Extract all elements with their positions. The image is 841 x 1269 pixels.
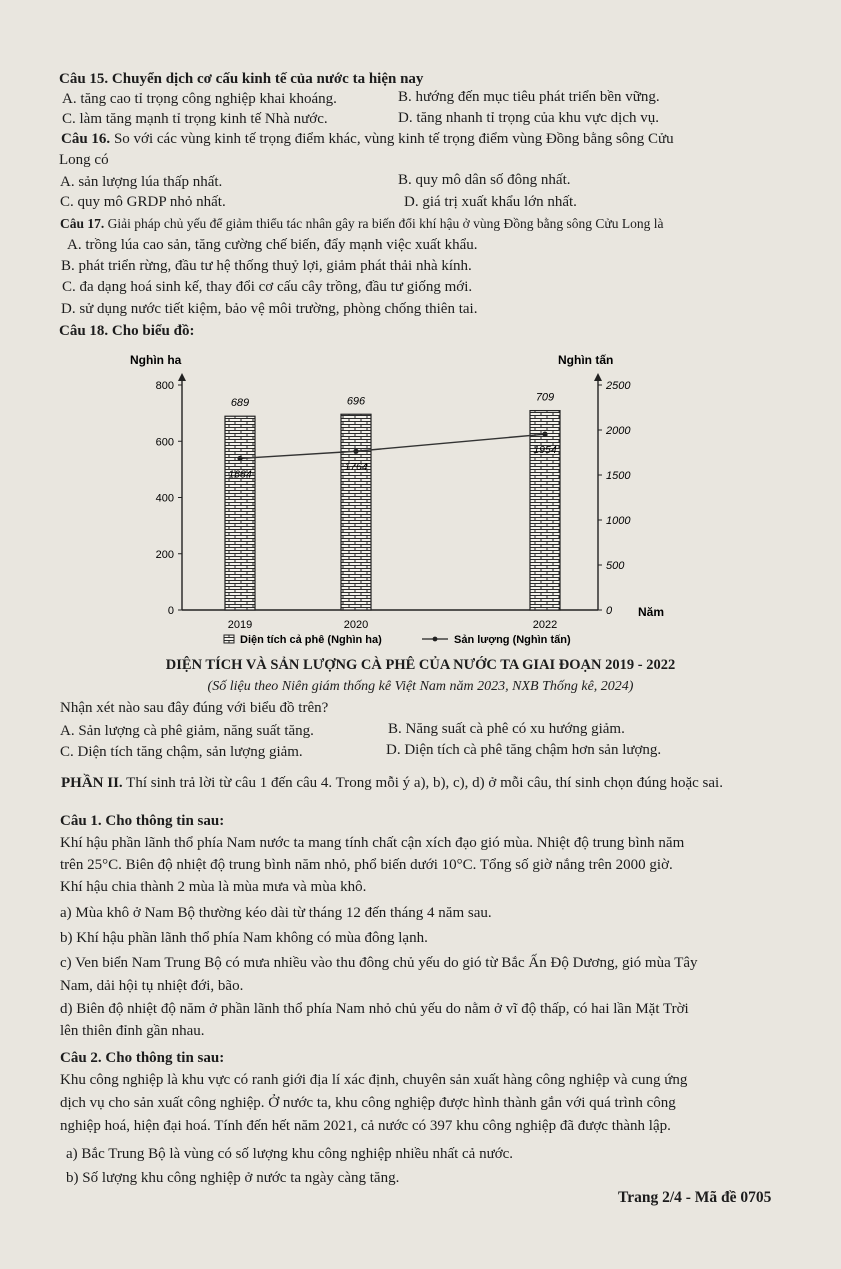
q16-option-c[interactable]: C. quy mô GRDP nhỏ nhất. — [60, 194, 226, 210]
right-tick-label: 500 — [606, 560, 625, 572]
production-point-2020 — [353, 449, 358, 454]
p2-q2-a[interactable]: a) Bắc Trung Bộ là vùng có số lượng khu công nghiệp nhiều nhất cả nước. — [66, 1146, 514, 1162]
q16-title-cont: Long có — [59, 152, 109, 168]
q18-option-c[interactable]: C. Diện tích tăng chậm, sản lượng giảm. — [60, 744, 303, 760]
area-bar-2019 — [225, 416, 255, 610]
q18-option-a[interactable]: A. Sản lượng cà phê giảm, năng suất tăng. — [60, 723, 314, 739]
q16-option-a[interactable]: A. sản lượng lúa thấp nhất. — [60, 174, 223, 190]
production-label: 1954 — [533, 444, 557, 457]
left-tick-label: 0 — [167, 605, 174, 617]
right-tick-label: 0 — [606, 605, 613, 617]
p2-q1-title: Câu 1. Cho thông tin sau: — [60, 813, 225, 829]
q15-option-d[interactable]: D. tăng nhanh tỉ trọng của khu vực dịch vụ. — [398, 110, 659, 126]
coffee-chart — [130, 340, 690, 660]
q17-option-d[interactable]: D. sử dụng nước tiết kiệm, bảo vệ môi trường, phòng chống thiên tai. — [61, 301, 478, 317]
q16-title: Câu 16. So với các vùng kinh tế trọng điểm khác, vùng kinh tế trọng điểm vùng Đồng bằng sông Cửu — [61, 131, 674, 147]
left-tick-label: 400 — [155, 492, 174, 505]
chart-title: DIỆN TÍCH VÀ SẢN LƯỢNG CÀ PHÊ CỦA NƯỚC TA GIAI ĐOẠN 2019 - 2022 — [165, 657, 676, 673]
left-axis-label: Nghìn ha — [130, 353, 182, 367]
p2-q2-title: Câu 2. Cho thông tin sau: — [60, 1050, 225, 1066]
legend-line-marker — [433, 637, 438, 642]
legend-bar-label: Diện tích cả phê (Nghìn ha) — [240, 634, 382, 646]
right-tick-label: 1500 — [606, 470, 631, 482]
production-line — [240, 434, 545, 458]
p2-q1-b[interactable]: b) Khí hậu phần lãnh thổ phía Nam không có mùa đông lạnh. — [60, 930, 428, 946]
x-tick-label: 2022 — [532, 619, 558, 631]
p2-q1-d1[interactable]: d) Biên độ nhiệt độ năm ở phần lãnh thổ phía Nam nhỏ chủ yếu do nằm ở vĩ độ thấp, có hai lần Mặt Trời — [60, 1001, 689, 1017]
p2-q1-p2: trên 25°C. Biên độ nhiệt độ trung bình năm nhỏ, phổ biến dưới 10°C. Tổng số giờ nắng trên 2000 giờ. — [60, 857, 673, 873]
q16-option-b[interactable]: B. quy mô dân số đông nhất. — [398, 172, 571, 188]
p2-q2-b[interactable]: b) Số lượng khu công nghiệp ở nước ta ngày càng tăng. — [66, 1170, 400, 1186]
q18-option-b[interactable]: B. Năng suất cà phê có xu hướng giảm. — [388, 721, 625, 737]
q15-option-a[interactable]: A. tăng cao tỉ trọng công nghiệp khai khoáng. — [62, 91, 337, 107]
production-label: 1764 — [344, 461, 368, 474]
p2-q1-p3: Khí hậu chia thành 2 mùa là mùa mưa và mùa khô. — [60, 879, 367, 895]
right-tick-label: 2500 — [606, 380, 631, 392]
left-axis-arrow — [178, 373, 186, 381]
p2-q1-a[interactable]: a) Mùa khô ở Nam Bộ thường kéo dài từ tháng 12 đến tháng 4 năm sau. — [60, 905, 492, 921]
q17-option-b[interactable]: B. phát triển rừng, đầu tư hệ thống thuỷ lợi, giảm phát thải nhà kính. — [61, 258, 472, 274]
left-tick-label: 200 — [155, 548, 174, 561]
production-label: 1684 — [228, 468, 252, 481]
q18-question: Nhận xét nào sau đây đúng với biểu đồ trên? — [60, 700, 329, 716]
p2-q1-p1: Khí hậu phần lãnh thổ phía Nam nước ta mang tính chất cận xích đạo gió mùa. Nhiệt độ trung bình năm — [60, 835, 685, 851]
area-bar-label: 709 — [535, 391, 555, 404]
q15-option-c[interactable]: C. làm tăng mạnh tỉ trọng kinh tế Nhà nước. — [62, 111, 328, 127]
p2-q1-c1[interactable]: c) Ven biển Nam Trung Bộ có mưa nhiều vào thu đông chủ yếu do gió từ Bắc Ấn Độ Dương, gió mùa Tây — [60, 955, 698, 971]
left-tick-label: 600 — [155, 436, 174, 449]
right-tick-label: 2000 — [606, 425, 631, 437]
part2-heading: PHẦN II. Thí sinh trả lời từ câu 1 đến câu 4. Trong mỗi ý a), b), c), d) ở mỗi câu, thí sinh chọn đúng hoặc sai. — [61, 775, 723, 791]
q18-option-d[interactable]: D. Diện tích cà phê tăng chậm hơn sản lượng. — [386, 742, 662, 758]
p2-q1-c2: Nam, dải hội tụ nhiệt đới, bão. — [60, 978, 244, 994]
x-tick-label: 2019 — [227, 619, 253, 631]
q16-option-d[interactable]: D. giá trị xuất khẩu lớn nhất. — [404, 194, 577, 210]
legend-bar-swatch — [224, 635, 234, 643]
right-axis-arrow — [594, 373, 602, 381]
production-point-2022 — [542, 432, 547, 437]
p2-q1-d2: lên thiên đỉnh gần nhau. — [60, 1023, 205, 1039]
q18-title: Câu 18. Cho biểu đồ: — [59, 323, 195, 339]
page-footer: Trang 2/4 - Mã đề 0705 — [618, 1189, 772, 1206]
q17-title: Câu 17. Giải pháp chủ yếu để giảm thiểu tác nhân gây ra biến đổi khí hậu ở vùng Đồng bằng sông Cửu Long là — [60, 216, 664, 231]
legend-line-label: Sản lượng (Nghìn tấn) — [454, 634, 571, 646]
q15-option-b[interactable]: B. hướng đến mục tiêu phát triển bền vững. — [398, 89, 660, 105]
right-axis-label: Nghìn tấn — [558, 353, 614, 367]
left-tick-label: 800 — [155, 380, 174, 392]
area-bar-2020 — [341, 414, 371, 610]
q15-title: Câu 15. Chuyển dịch cơ cấu kinh tế của nước ta hiện nay — [59, 71, 424, 87]
area-bar-2022 — [530, 411, 560, 610]
production-point-2019 — [237, 456, 242, 461]
q17-option-a[interactable]: A. trồng lúa cao sản, tăng cường chế biến, đẩy mạnh việc xuất khẩu. — [67, 237, 478, 253]
p2-q2-p1: Khu công nghiệp là khu vực có ranh giới địa lí xác định, chuyên sản xuất hàng công nghiệp và cung ứng — [60, 1072, 688, 1088]
p2-q2-p3: nghiệp hoá, hiện đại hoá. Tính đến hết năm 2021, cả nước có 397 khu công nghiệp đã được thành lập. — [60, 1118, 671, 1134]
chart-source: (Số liệu theo Niên giám thống kê Việt Nam năm 2023, NXB Thống kê, 2024) — [207, 679, 634, 694]
x-tick-label: 2020 — [343, 619, 369, 631]
area-bar-label: 689 — [230, 397, 250, 410]
right-tick-label: 1000 — [606, 515, 631, 527]
q17-option-c[interactable]: C. đa dạng hoá sinh kế, thay đổi cơ cấu cây trồng, đầu tư giống mới. — [62, 279, 473, 295]
area-bar-label: 696 — [346, 395, 366, 408]
x-axis-label: Năm — [638, 605, 665, 619]
p2-q2-p2: dịch vụ cho sản xuất công nghiệp. Ở nước ta, khu công nghiệp được hình thành gắn với quá trình công — [60, 1095, 676, 1111]
